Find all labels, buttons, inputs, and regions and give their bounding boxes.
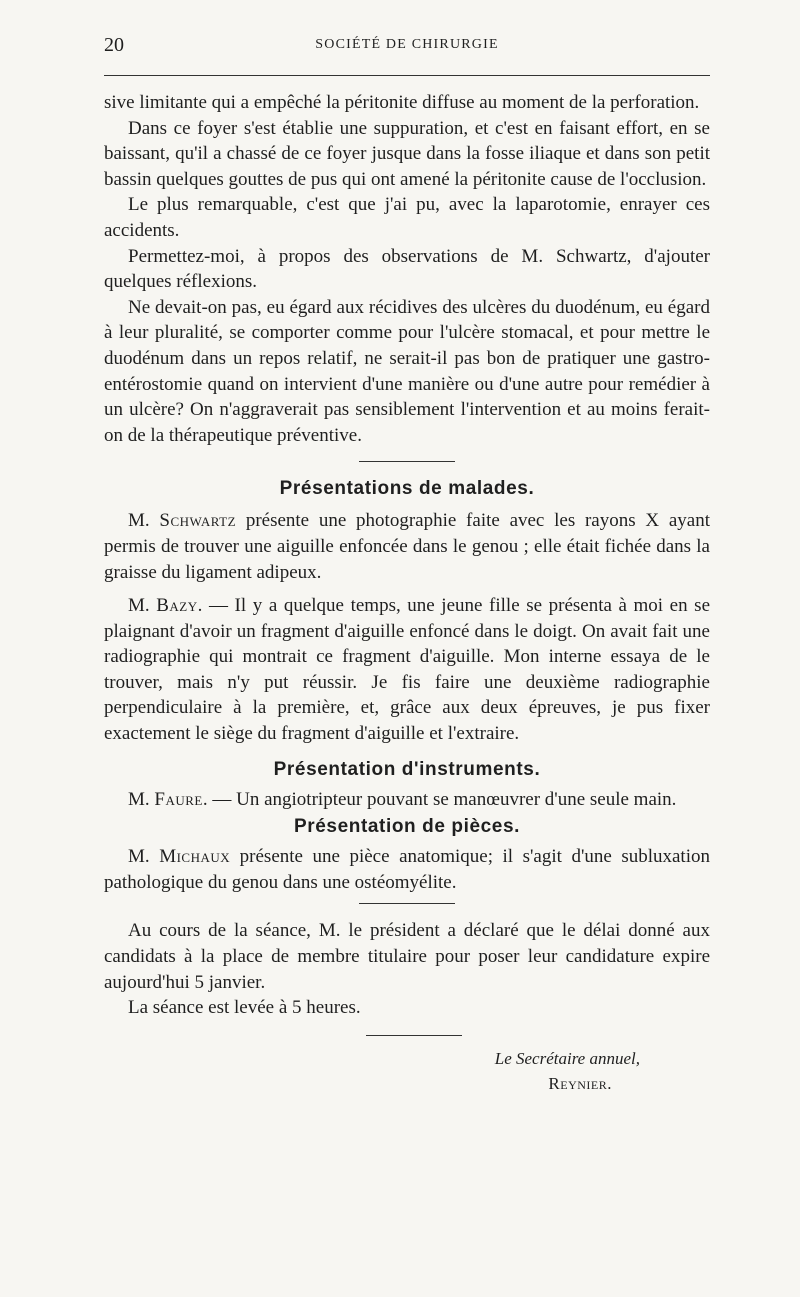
section-heading-instruments: Présentation d'instruments.	[273, 758, 541, 780]
speaker-prefix: M.	[128, 846, 150, 868]
paragraph: Au cours de la séance, M. le président a déclaré que le délai donné aux candidats à la place de membre titulaire pour poser leur candidature expire aujourd'hui 5 janvier.	[104, 920, 710, 993]
paragraph: Permettez-moi, à propos des observations de M. Schwartz, d'ajouter quelques réflexions.	[104, 245, 710, 293]
speaker-name: Schwartz	[159, 510, 237, 532]
speaker-name: Michaux	[159, 846, 231, 868]
paragraph-bazy	[104, 593, 710, 747]
paragraph-text: . — Un angiotripteur pouvant se manœuvrer d'une seule main.	[202, 788, 677, 810]
paragraph: La séance est levée à 5 heures.	[128, 997, 361, 1019]
section-heading-pieces: Présentation de pièces.	[293, 816, 521, 838]
paragraph: sive limitante qui a empêché la péritonite diffuse au moment de la perforation.	[104, 92, 700, 113]
speaker-name: Bazy	[156, 595, 198, 617]
section-heading-malades: Présentations de malades.	[279, 478, 535, 500]
speaker-prefix: M.	[128, 788, 150, 810]
paragraph-schwartz	[104, 508, 710, 585]
speaker-prefix: M.	[128, 595, 150, 617]
paragraph: Le plus remarquable, c'est que j'ai pu, avec la laparotomie, enrayer ces accidents.	[104, 194, 710, 241]
paragraph-michaux	[104, 844, 710, 895]
speaker-prefix: M.	[128, 510, 150, 532]
signature-title: Le Secrétaire annuel,	[494, 1048, 640, 1068]
paragraph-text: . — Il y a quelque temps, une jeune fille se présenta à moi en se plaignant d'avoir un fragment d'aiguille enfoncé dans le doigt. On avait fait une radiographie qui montrait ce fragment d'aiguille. Mon interne essaya de le trouver, mais n'y put réussir. Je fis faire une deuxième radiographie perpendiculaire à la première, et, grâce aux deux épreuves, je pus fixer exactement le siège du fragment d'aiguille et l'extraire.	[104, 595, 711, 745]
paragraph-text: présente une pièce anatomique; il s'agit d'une subluxation pathologique du genou dans une ostéomyélite.	[104, 846, 710, 893]
page-number: 20	[104, 34, 124, 56]
running-title: SOCIÉTÉ DE CHIRURGIE	[315, 37, 499, 52]
paragraph: Dans ce foyer s'est établie une suppuration, et c'est en faisant effort, en se baissant, qu'il a chassé de ce foyer jusque dans la fosse iliaque et dans son petit bassin quelques gouttes de pus qui ont amené la péritonite cause de l'occlusion.	[104, 117, 710, 190]
paragraph: Ne devait-on pas, eu égard aux récidives des ulcères du duodénum, eu égard à leur pluralité, se comporter comme pour l'ulcère stomacal, et pour mettre le duodénum dans un repos relatif, ne serait-il pas bon de pratiquer une gastro-entérostomie quand on intervient d'une manière ou d'une autre pour remédier à un ulcère? On n'aggraverait pas sensiblement l'intervention et au moins ferait-on de la thérapeutique préventive.	[104, 296, 710, 446]
paragraph-faure	[104, 787, 710, 813]
header-rule	[104, 75, 710, 76]
page-body	[104, 90, 710, 1096]
page-header	[104, 34, 710, 58]
paragraph-text: présente une photographie faite avec les rayons X ayant permis de trouver une aiguille enfoncée dans le genou ; elle était fichée dans la graisse du ligament adipeux.	[104, 510, 711, 583]
signature-name: Reynier.	[548, 1073, 612, 1093]
speaker-name: Faure	[154, 788, 203, 810]
